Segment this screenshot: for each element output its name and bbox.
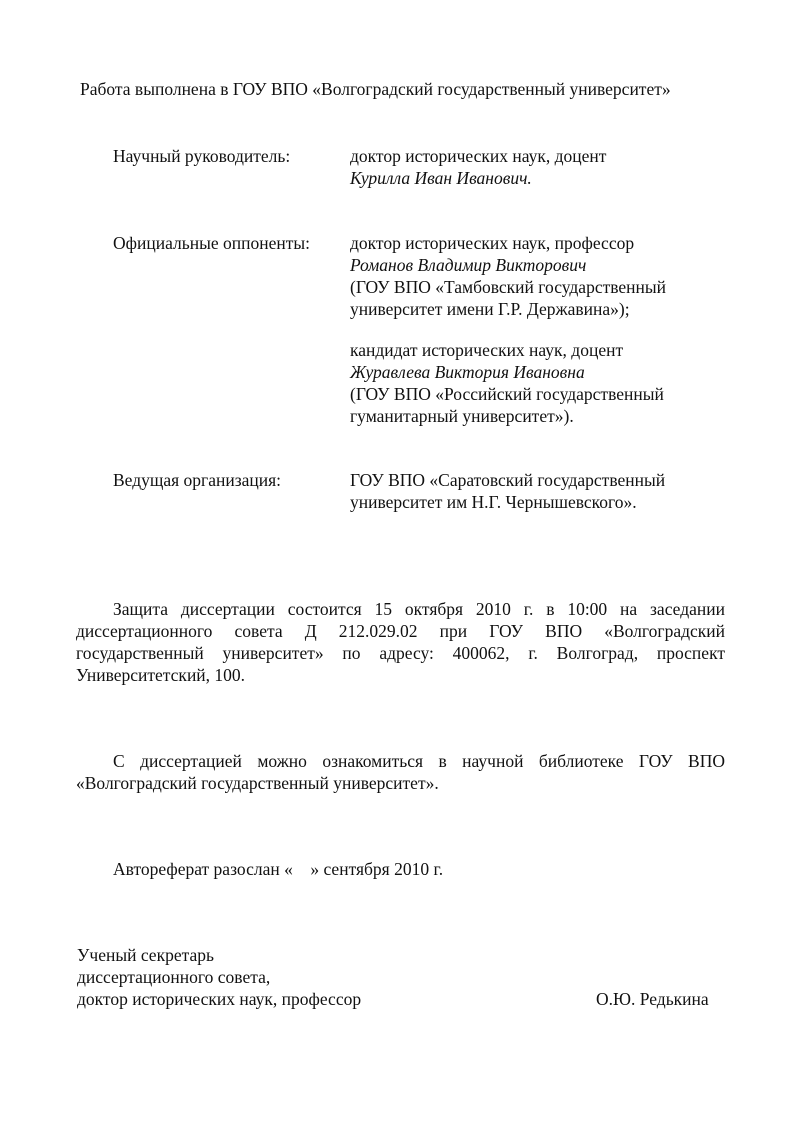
opponent-2-block	[350, 339, 664, 427]
secretary-line2: диссертационного совета,	[77, 967, 271, 987]
secretary-line1: Ученый секретарь	[77, 945, 214, 965]
supervisor-name: Курилла Иван Иванович.	[350, 168, 532, 188]
opponent-2-org-line1: (ГОУ ВПО «Российский государственный	[350, 384, 664, 404]
secretary-line3: доктор исторических наук, профессор	[77, 989, 362, 1009]
supervisor-block	[350, 145, 606, 189]
secretary-block	[77, 944, 361, 1010]
supervisor-degree: доктор исторических наук, доцент	[350, 146, 607, 166]
leading-org-block	[350, 469, 665, 513]
secretary-name: О.Ю. Редькина	[596, 989, 709, 1009]
defense-line2: диссертационного совета Д 212.029.02 при ГОУ ВПО «Волгоградский	[76, 621, 725, 641]
leading-org-line2: университет им Н.Г. Чернышевского».	[350, 492, 637, 512]
library-paragraph	[76, 750, 725, 794]
library-line1: С диссертацией можно ознакомиться в научной библиотеке ГОУ ВПО	[113, 751, 725, 771]
opponents-label: Официальные оппоненты:	[113, 233, 310, 253]
supervisor-label: Научный руководитель:	[113, 146, 291, 166]
abstract-sent-line: Автореферат разослан « » сентября 2010 г.	[113, 859, 444, 879]
defense-line3: государственный университет» по адресу: 400062, г. Волгоград, проспект	[76, 643, 725, 663]
opponent-1-block	[350, 232, 666, 320]
leading-org-line1: ГОУ ВПО «Саратовский государственный	[350, 470, 666, 490]
opponent-2-degree: кандидат исторических наук, доцент	[350, 340, 624, 360]
work-done-line: Работа выполнена в ГОУ ВПО «Волгоградский государственный университет»	[80, 79, 671, 99]
opponent-2-name: Журавлева Виктория Ивановна	[350, 362, 585, 382]
defense-line4: Университетский, 100.	[76, 665, 246, 685]
defense-line1: Защита диссертации состоится 15 октября 2010 г. в 10:00 на заседании	[113, 599, 725, 619]
opponent-1-degree: доктор исторических наук, профессор	[350, 233, 635, 253]
opponent-1-org-line2: университет имени Г.Р. Державина»);	[350, 299, 630, 319]
opponent-1-name: Романов Владимир Викторович	[350, 255, 587, 275]
opponent-2-org-line2: гуманитарный университет»).	[350, 406, 574, 426]
library-line2: «Волгоградский государственный университет».	[76, 773, 439, 793]
opponent-1-org-line1: (ГОУ ВПО «Тамбовский государственный	[350, 277, 667, 297]
defense-paragraph	[76, 598, 725, 686]
leading-org-label: Ведущая организация:	[113, 470, 282, 490]
